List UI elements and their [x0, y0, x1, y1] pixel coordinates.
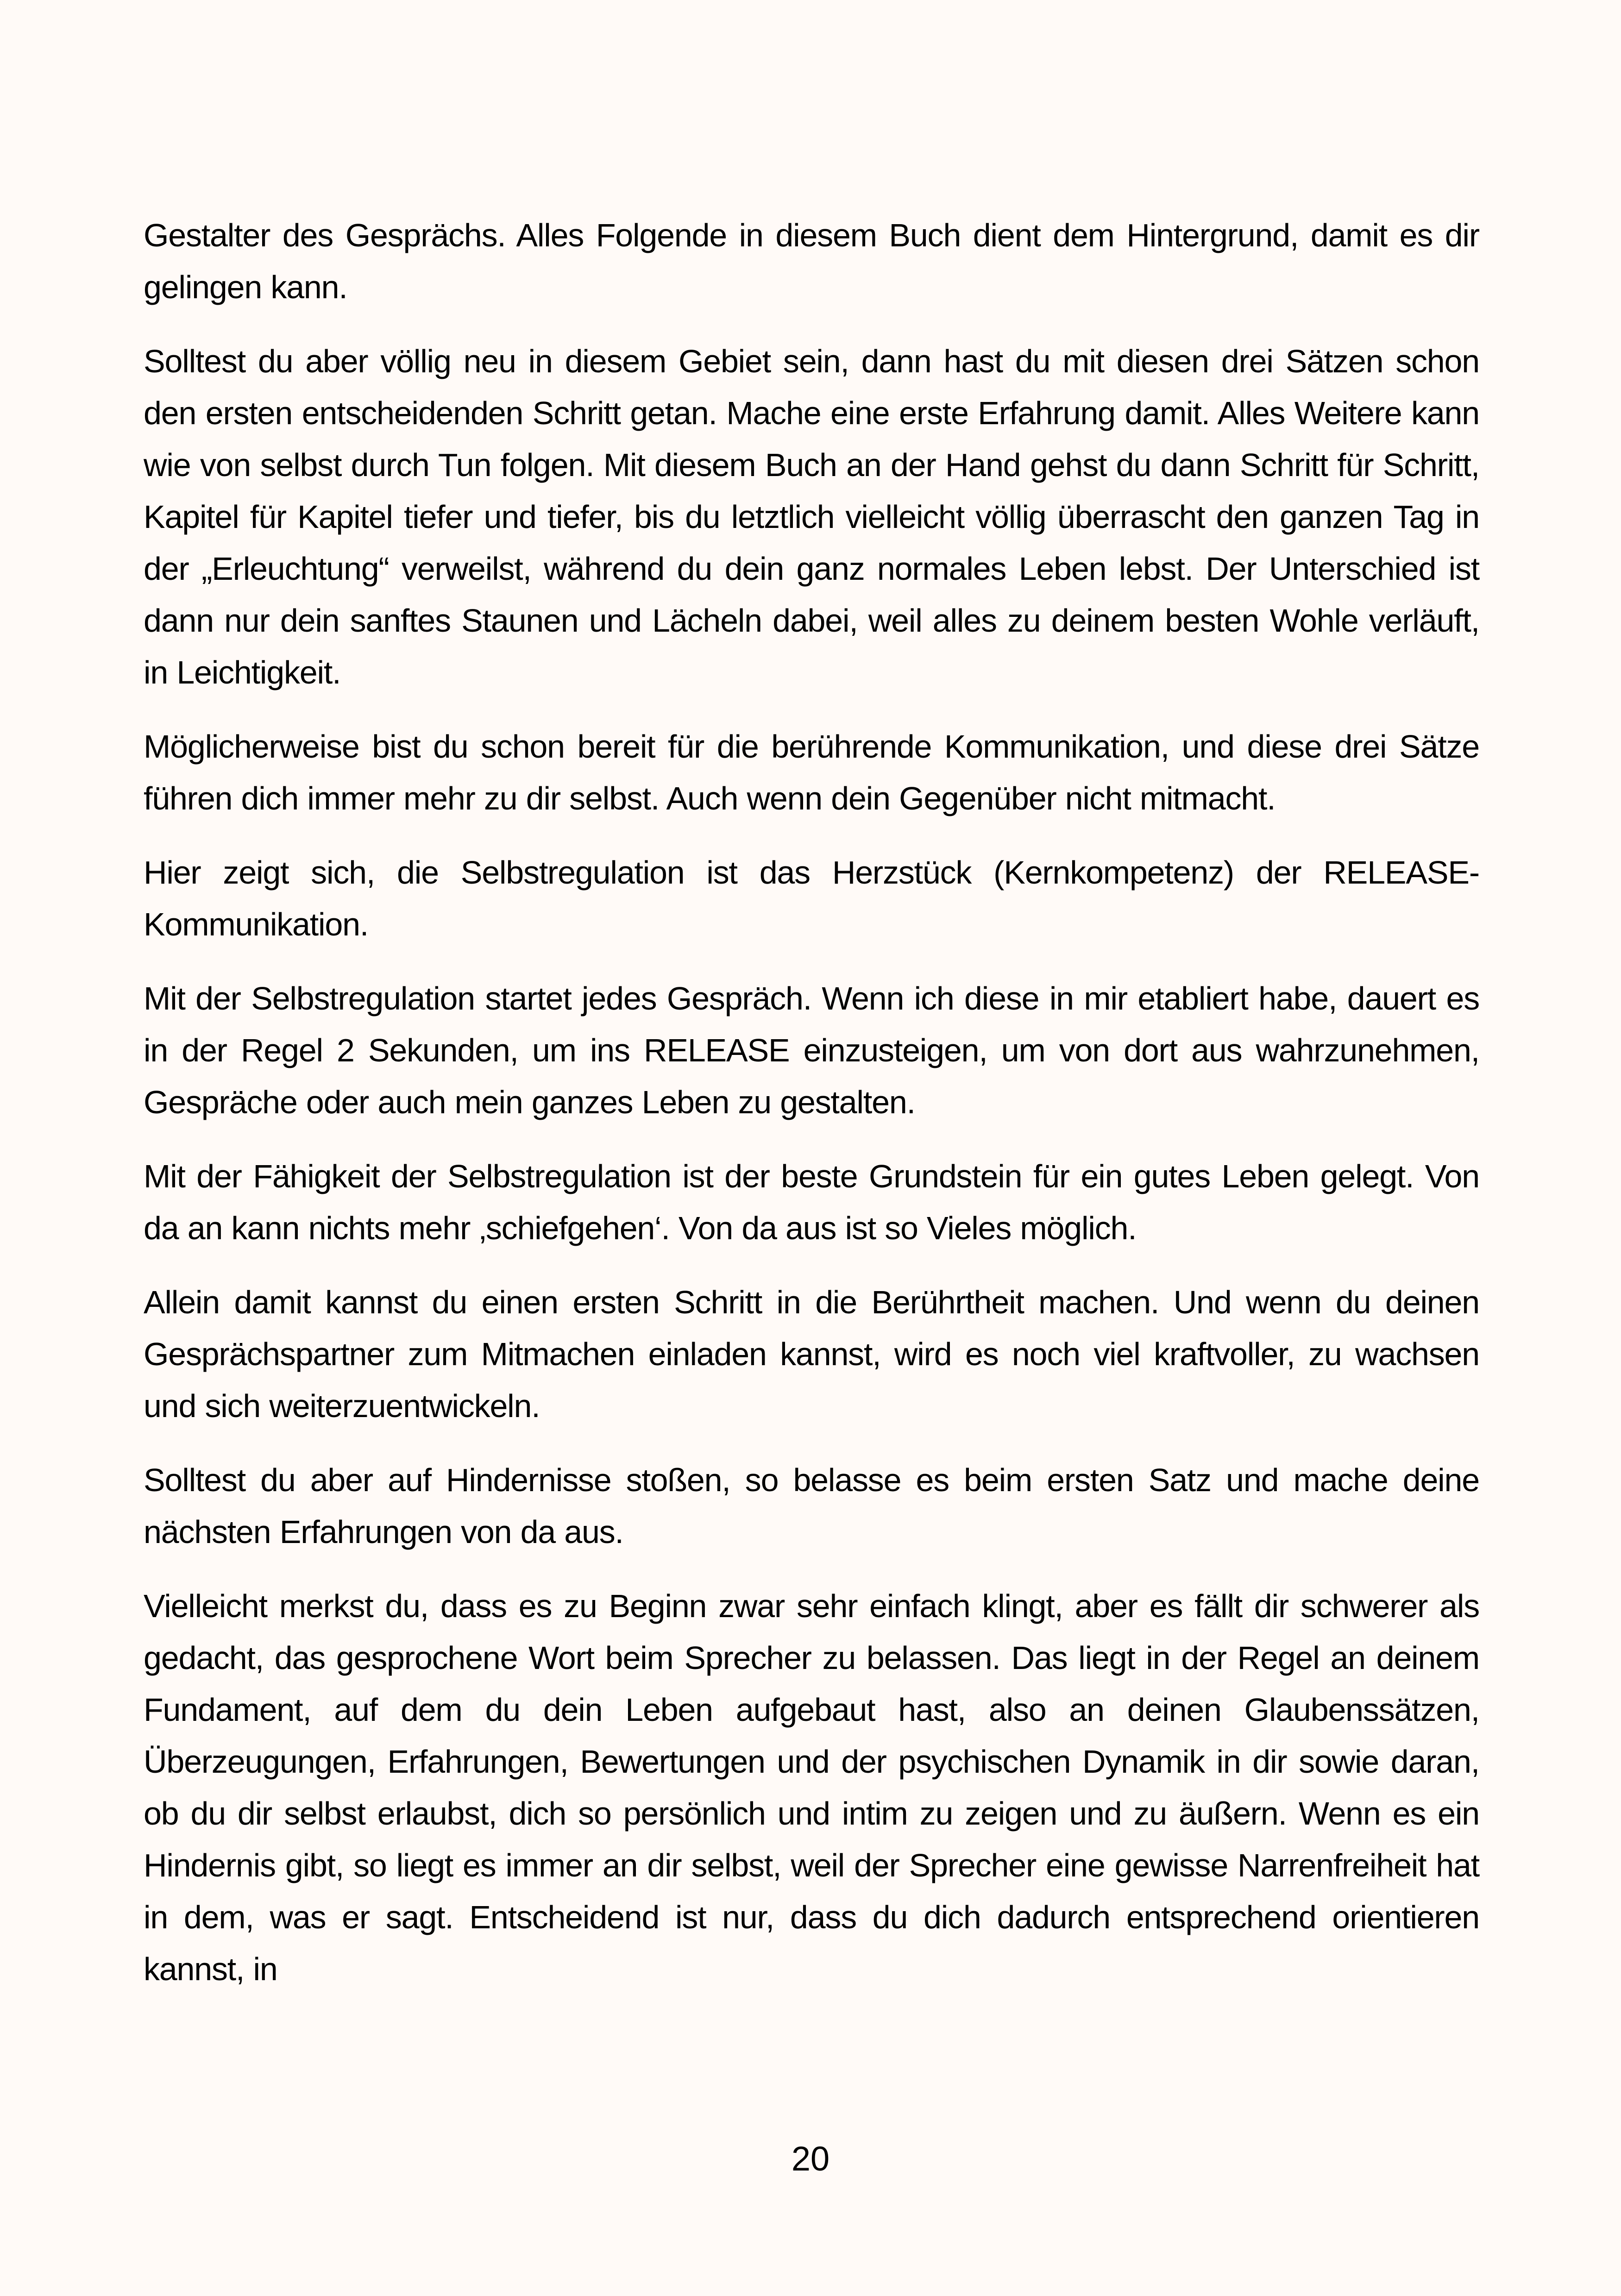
paragraph: Hier zeigt sich, die Selbstregulation ist das Herzstück (Kernkompetenz) der RELEASE-Kommunikation. [144, 854, 1479, 942]
paragraph: Solltest du aber auf Hindernisse stoßen, so belasse es beim ersten Satz und mache deine nächsten Erfahrungen von da aus. [144, 1462, 1479, 1550]
paragraph: Möglicherweise bist du schon bereit für die berührende Kommunikation, und diese drei Sätze führen dich immer mehr zu dir selbst. Auch wenn dein Gegenüber nicht mitmacht. [144, 728, 1479, 816]
paragraph: Vielleicht merkst du, dass es zu Beginn zwar sehr einfach klingt, aber es fällt dir schwerer als gedacht, das gesprochene Wort beim Sprecher zu belassen. Das liegt in der Regel an deinem Fundament, auf dem du dein Leben aufgebaut hast, also an deinen Glaubenssätzen, Überzeugungen, Erfahrungen, Bewertungen und der psychischen Dynamik in dir sowie daran, ob du dir selbst erlaubst, dich so persönlich und intim zu zeigen und zu äußern. Wenn es ein Hindernis gibt, so liegt es immer an dir selbst, weil der Sprecher eine gewisse Narrenfreiheit hat in dem, was er sagt. Entscheidend ist nur, dass du dich dadurch entsprechend orientieren kannst, in [144, 1588, 1479, 1987]
paragraph: Mit der Fähigkeit der Selbstregulation ist der beste Grundstein für ein gutes Leben gelegt. Von da an kann nichts mehr ‚schiefgehen‘. Von da aus ist so Vieles möglich. [144, 1158, 1479, 1246]
paragraph: Allein damit kannst du einen ersten Schritt in die Berührtheit machen. Und wenn du deinen Gesprächspartner zum Mitmachen einladen kannst, wird es noch viel kraftvoller, zu wachsen und sich weiterzuentwickeln. [144, 1284, 1479, 1424]
paragraph: Mit der Selbstregulation startet jedes Gespräch. Wenn ich diese in mir etabliert habe, dauert es in der Regel 2 Sekunden, um ins RELEASE einzusteigen, um von dort aus wahrzunehmen, Gespräche oder auch mein ganzes Leben zu gestalten. [144, 980, 1479, 1120]
body-text [144, 209, 1479, 2017]
paragraph: Gestalter des Gesprächs. Alles Folgende in diesem Buch dient dem Hintergrund, damit es dir gelingen kann. [144, 217, 1479, 305]
paragraph: Solltest du aber völlig neu in diesem Gebiet sein, dann hast du mit diesen drei Sätzen schon den ersten entscheidenden Schritt getan. Mache eine erste Erfahrung damit. Alles Weitere kann wie von selbst durch Tun folgen. Mit diesem Buch an der Hand gehst du dann Schritt für Schritt, Kapitel für Kapitel tiefer und tiefer, bis du letztlich vielleicht völlig überrascht den ganzen Tag in der „Erleuchtung“ verweilst, während du dein ganz normales Leben lebst. Der Unterschied ist dann nur dein sanftes Staunen und Lächeln dabei, weil alles zu deinem besten Wohle verläuft, in Leichtigkeit. [144, 343, 1479, 690]
page-number: 20 [791, 2139, 830, 2178]
